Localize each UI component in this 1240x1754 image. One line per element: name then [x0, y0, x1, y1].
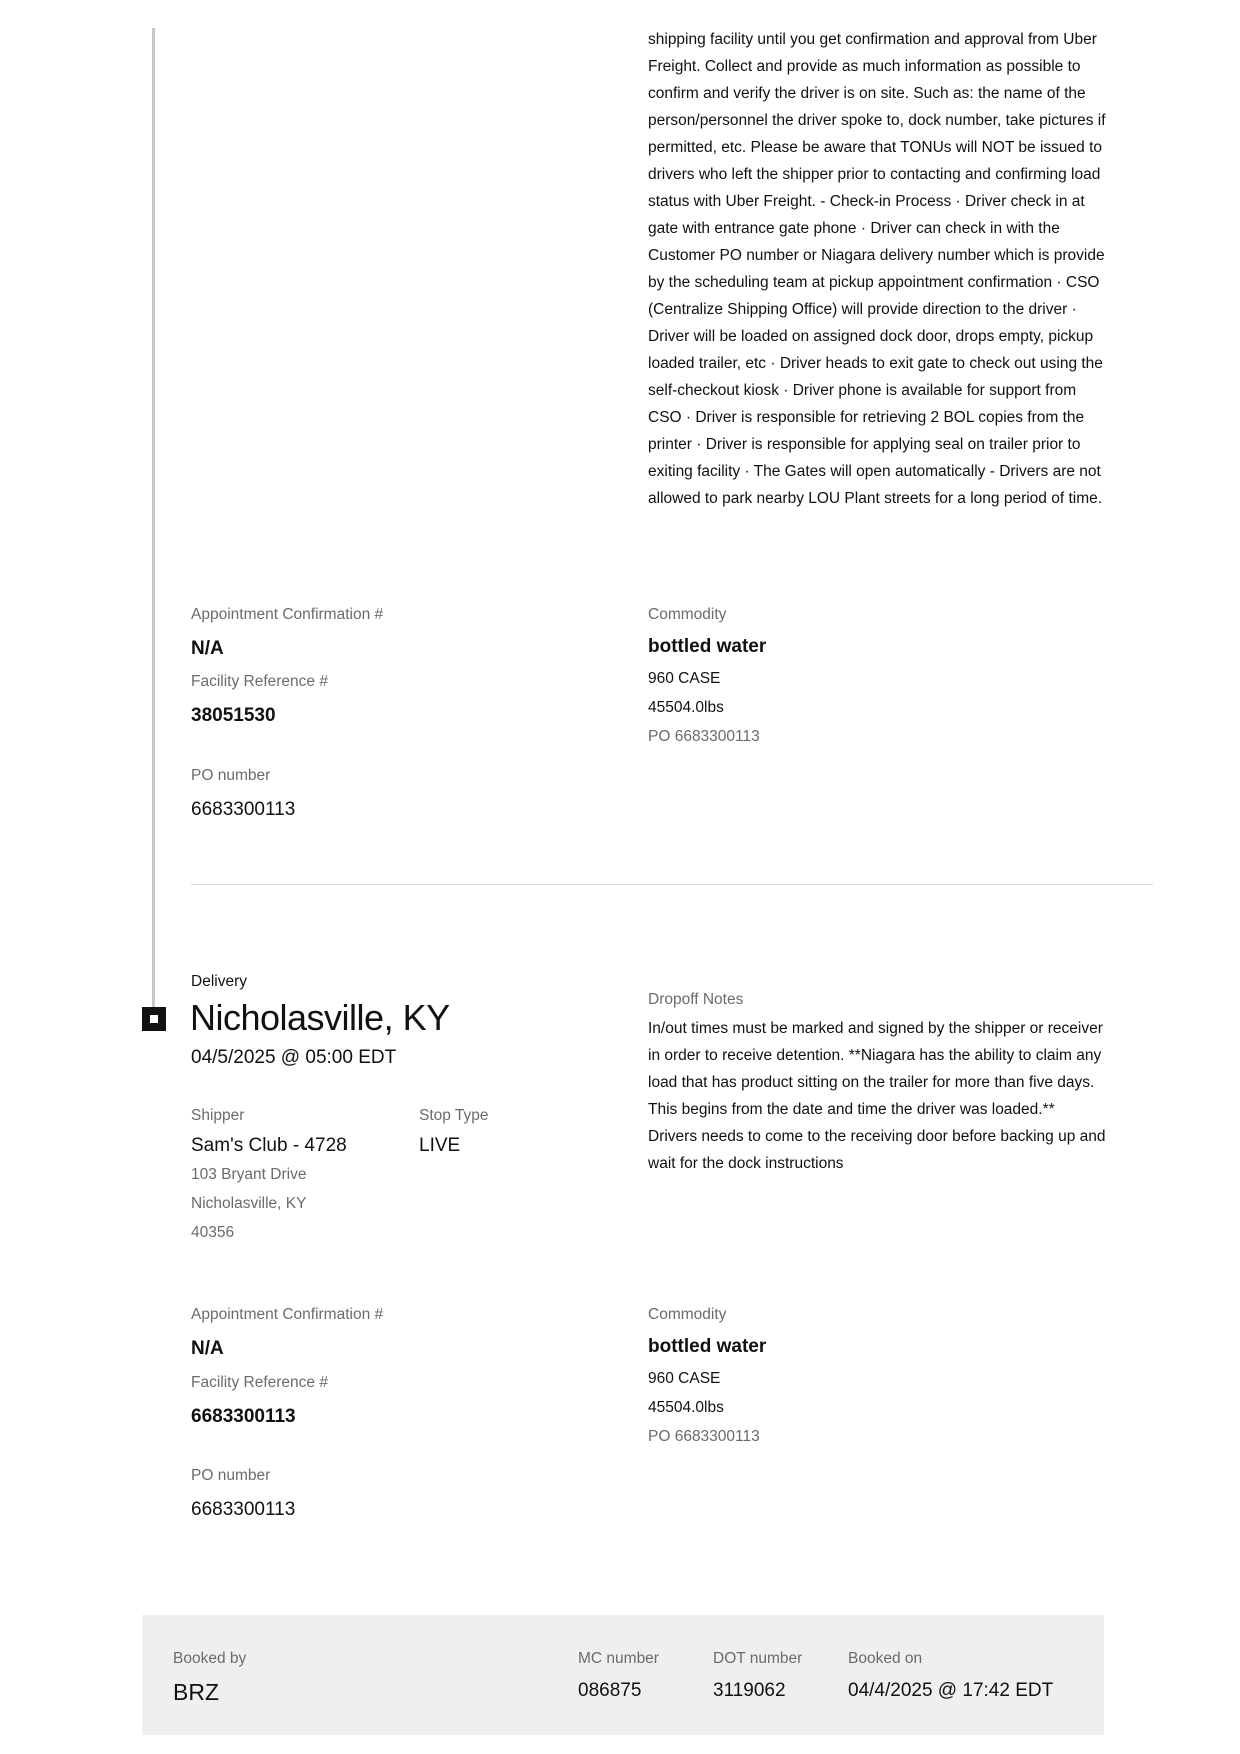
pickup-facility-value: 38051530 — [191, 705, 276, 726]
booking-footer — [142, 1615, 1104, 1735]
pickup-appt-value: N/A — [191, 638, 224, 659]
delivery-datetime: 04/5/2025 @ 05:00 EDT — [191, 1047, 397, 1068]
stop-type-heading: Delivery — [191, 973, 247, 990]
delivery-po-value: 6683300113 — [191, 1499, 296, 1520]
delivery-facility-value: 6683300113 — [191, 1406, 296, 1427]
shipper-address-line2: Nicholasville, KY — [191, 1195, 307, 1212]
pickup-commodity-name: bottled water — [648, 636, 767, 657]
timeline-line — [152, 28, 155, 1008]
delivery-city: Nicholasville, KY — [190, 997, 450, 1038]
shipper-address-line3: 40356 — [191, 1224, 235, 1241]
delivery-commodity-qty: 960 CASE — [648, 1370, 721, 1387]
stop-type-value: LIVE — [419, 1135, 461, 1156]
booked-by-label: Booked by — [173, 1650, 247, 1667]
mc-number-value: 086875 — [578, 1680, 642, 1701]
delivery-appt-value: N/A — [191, 1338, 224, 1359]
pickup-commodity-weight: 45504.0lbs — [648, 699, 724, 716]
pickup-facility-label: Facility Reference # — [191, 673, 328, 690]
shipper-address-line1: 103 Bryant Drive — [191, 1166, 307, 1183]
pickup-commodity-label: Commodity — [648, 606, 727, 623]
section-divider — [191, 884, 1153, 885]
delivery-commodity-po: PO 6683300113 — [648, 1428, 760, 1445]
delivery-commodity-weight: 45504.0lbs — [648, 1399, 724, 1416]
pickup-commodity-qty: 960 CASE — [648, 670, 721, 687]
delivery-appt-label: Appointment Confirmation # — [191, 1306, 384, 1323]
dropoff-notes-label: Dropoff Notes — [648, 991, 744, 1008]
dot-number-value: 3119062 — [713, 1680, 786, 1701]
pickup-appt-label: Appointment Confirmation # — [191, 606, 384, 623]
shipper-name: Sam's Club - 4728 — [191, 1135, 347, 1156]
delivery-facility-label: Facility Reference # — [191, 1374, 328, 1391]
booked-by-value: BRZ — [173, 1679, 219, 1705]
dot-number-label: DOT number — [713, 1650, 803, 1667]
shipper-label: Shipper — [191, 1107, 245, 1124]
dropoff-notes-text: In/out times must be marked and signed by the shipper or receiver in order to receive detention. **Niagara has the ability to claim any load that has product sitting on the trailer for more than five days. This begins from the date and time the driver was loaded.** Drivers needs to come to the receiving door before backing up and wait for the dock instructions — [648, 1020, 1106, 1172]
delivery-commodity-label: Commodity — [648, 1306, 727, 1323]
pickup-po-label: PO number — [191, 767, 271, 784]
delivery-commodity-name: bottled water — [648, 1336, 767, 1357]
booked-on-label: Booked on — [848, 1650, 923, 1667]
booked-on-value: 04/4/2025 @ 17:42 EDT — [848, 1680, 1054, 1701]
pickup-commodity-po: PO 6683300113 — [648, 728, 760, 745]
pickup-notes-text: shipping facility until you get confirmation and approval from Uber Freight. Collect and provide as much information as possible to confirm and verify the driver is on site. Such as: the name of the person/personnel the driver spoke to, dock number, take pictures if permitted, etc. Please be aware that TONUs will NOT be issued to drivers who left the shipper prior to contacting and confirming load status with Uber Freight. - Check-in Process · Driver check in at gate with entrance gate phone · Driver can check in with the Customer PO number or Niagara delivery number which is provide by the scheduling team at pickup appointment confirmation · CSO (Centralize Shipping Office) will provide direction to the driver · Driver will be loaded on assigned dock door, drops empty, pickup loaded trailer, etc · Driver heads to exit gate to check out using the self-checkout kiosk · Driver phone is available for support from CSO · Driver is responsible for retrieving 2 BOL copies from the printer · Driver is responsible for applying seal on trailer prior to exiting facility · The Gates will open automatically - Drivers are not allowed to park nearby LOU Plant streets for a long period of time. — [648, 31, 1106, 507]
delivery-po-label: PO number — [191, 1467, 271, 1484]
mc-number-label: MC number — [578, 1650, 659, 1667]
delivery-stop-marker-icon — [142, 1007, 166, 1031]
stop-type-label: Stop Type — [419, 1107, 489, 1124]
pickup-po-value: 6683300113 — [191, 799, 296, 820]
